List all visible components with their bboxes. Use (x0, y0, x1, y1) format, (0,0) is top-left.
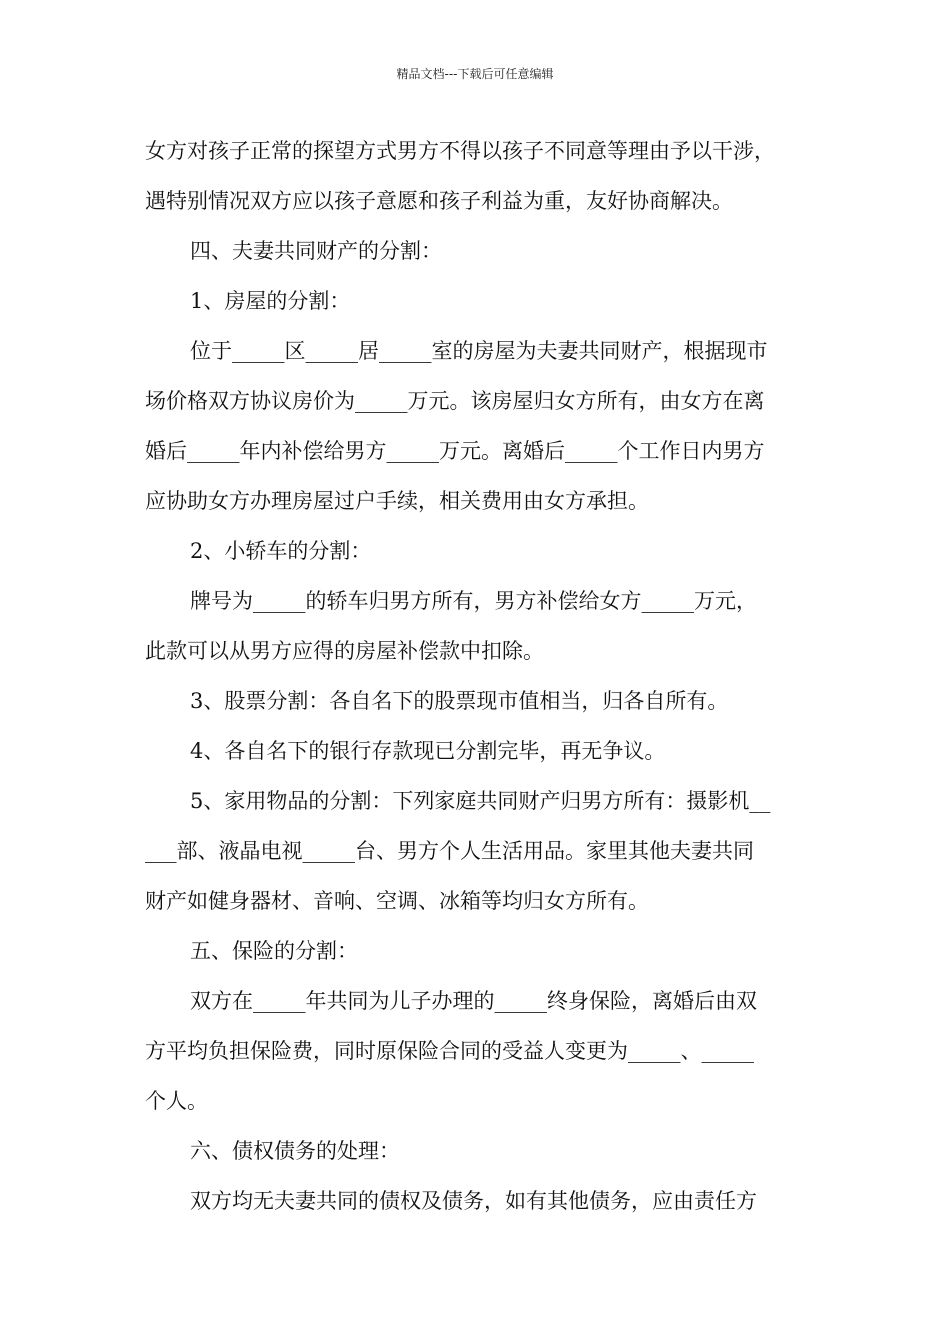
paragraph-line: 婚后_____年内补偿给男方_____万元。离婚后_____个工作日内男方 (145, 439, 765, 463)
subheading-house: 1、房屋的分割： (190, 289, 351, 313)
item-stocks: 3、股票分割：各自名下的股票现市值相当，归各自所有。 (190, 689, 729, 713)
subheading-car: 2、小轿车的分割： (190, 539, 372, 563)
paragraph-line: 遇特别情况双方应以孩子意愿和孩子利益为重，友好协商解决。 (145, 189, 733, 213)
paragraph-line: ___部、液晶电视_____台、男方个人生活用品。家里其他夫妻共同 (145, 839, 754, 863)
paragraph-line: 女方对孩子正常的探望方式男方不得以孩子不同意等理由予以干涉， (145, 139, 775, 163)
item-bank-deposits: 4、各自名下的银行存款现已分割完毕，再无争议。 (190, 739, 666, 763)
paragraph-line: 位于_____区_____居_____室的房屋为夫妻共同财产，根据现市 (190, 339, 768, 363)
section-heading-property: 四、夫妻共同财产的分割： (190, 239, 442, 263)
paragraph-line: 个人。 (145, 1089, 208, 1113)
paragraph-line: 双方在_____年共同为儿子办理的_____终身保险，离婚后由双 (190, 989, 757, 1013)
page-header: 精品文档---下载后可任意编辑 (396, 67, 554, 81)
section-heading-debts: 六、债权债务的处理： (190, 1139, 400, 1163)
paragraph-line: 财产如健身器材、音响、空调、冰箱等均归女方所有。 (145, 889, 649, 913)
section-heading-insurance: 五、保险的分割： (190, 939, 358, 963)
paragraph-line: 双方均无夫妻共同的债权及债务，如有其他债务，应由责任方 (190, 1189, 757, 1213)
paragraph-line: 方平均负担保险费，同时原保险合同的受益人变更为_____、_____ (145, 1039, 754, 1063)
paragraph-line: 应协助女方办理房屋过户手续，相关费用由女方承担。 (145, 489, 649, 513)
item-household-goods: 5、家用物品的分割：下列家庭共同财产归男方所有：摄影机__ (190, 789, 771, 813)
paragraph-line: 牌号为_____的轿车归男方所有，男方补偿给女方_____万元， (190, 589, 757, 613)
document-body (145, 126, 810, 1226)
paragraph-line: 此款可以从男方应得的房屋补偿款中扣除。 (145, 639, 544, 663)
paragraph-line: 场价格双方协议房价为_____万元。该房屋归女方所有，由女方在离 (145, 389, 765, 413)
